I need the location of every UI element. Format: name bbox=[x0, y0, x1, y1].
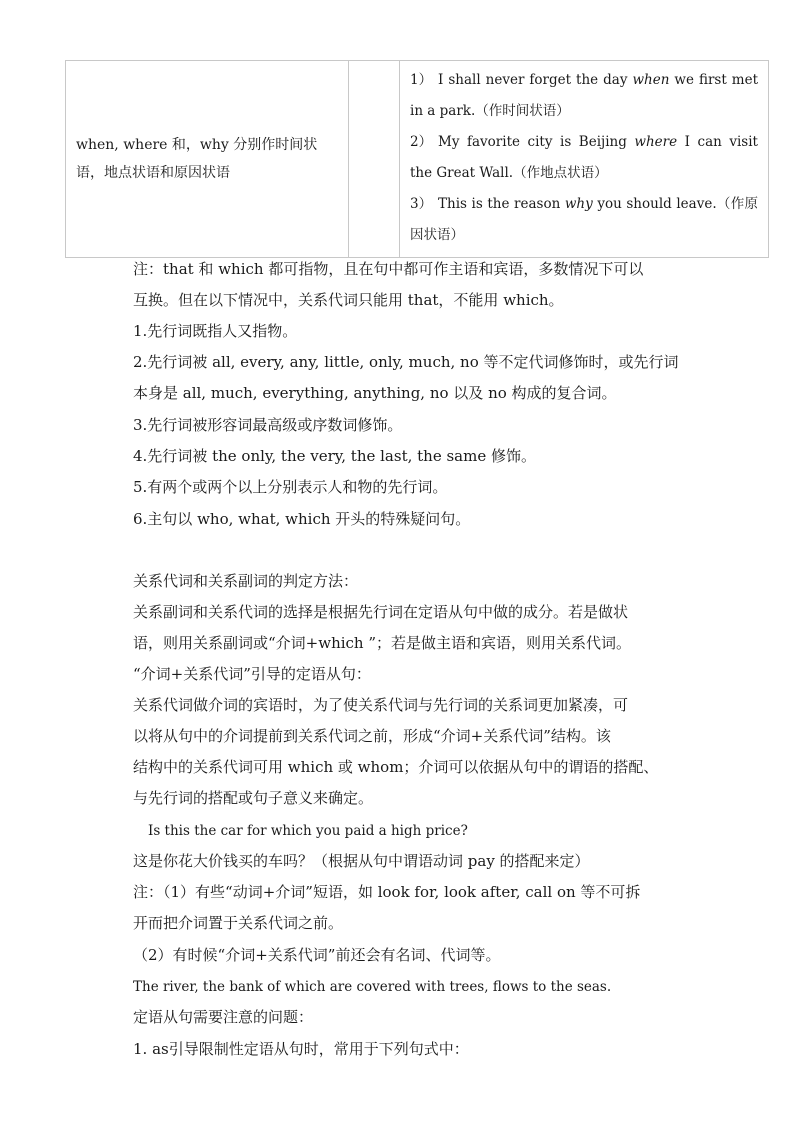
example-text-pre: My favorite city is Beijing bbox=[438, 134, 635, 150]
example-item bbox=[410, 127, 758, 189]
example-sentence: Is this the car for which you paid a high price? bbox=[148, 823, 468, 839]
paragraph-line: 与先行词的搭配或句子意义来确定。 bbox=[133, 789, 374, 807]
section-heading: 定语从句需要注意的问题： bbox=[133, 1008, 314, 1026]
paragraph-line: 关系代词做介词的宾语时，为了使关系代词与先行词的关系词更加紧凑，可 bbox=[133, 696, 629, 714]
example-item bbox=[410, 65, 758, 127]
rule-item: 6.主句以 who, what, which 开头的特殊疑问句。 bbox=[133, 510, 471, 528]
example-item bbox=[410, 189, 758, 251]
paragraph-line: 关系副词和关系代词的选择是根据先行词在定语从句中做的成分。若是做状 bbox=[133, 603, 629, 621]
examples-cell bbox=[400, 61, 769, 258]
examples-list bbox=[400, 61, 768, 257]
example-number: 2） bbox=[410, 134, 433, 150]
rule-cell bbox=[66, 61, 349, 258]
example-text-post: I can visit the Great Wall.（作地点状语） bbox=[410, 134, 758, 181]
paragraph-line: 结构中的关系代词可用 which 或 whom；介词可以依据从句中的谓语的搭配、 bbox=[133, 758, 659, 776]
note-line: （2）有时候“介词+关系代词”前还会有名词、代词等。 bbox=[133, 946, 501, 964]
example-keyword: when bbox=[632, 72, 670, 88]
note-line: 注：that 和 which 都可指物，且在句中都可作主语和宾语，多数情况下可以 bbox=[133, 260, 644, 278]
paragraph-line: 以将从句中的介词提前到关系代词之前，形成“介词+关系代词”结构。该 bbox=[133, 727, 611, 745]
table-row bbox=[66, 61, 769, 258]
example-number: 3） bbox=[410, 196, 433, 212]
example-text-post: we first met in a park.（作时间状语） bbox=[410, 72, 759, 119]
example-translation: 这是你花大价钱买的车吗？（根据从句中谓语动词 pay 的搭配来定） bbox=[133, 852, 590, 870]
example-keyword: where bbox=[634, 134, 678, 150]
example-text-post: you should leave.（作原因状语） bbox=[410, 196, 758, 243]
grammar-table bbox=[65, 60, 769, 258]
note-line: 注：（1）有些“动词+介词”短语，如 look for, look after, call on 等不可拆 bbox=[133, 883, 641, 901]
example-text-pre: I shall never forget the day bbox=[438, 72, 633, 88]
rule-item: 5.有两个或两个以上分别表示人和物的先行词。 bbox=[133, 478, 448, 496]
rule-item: 3.先行词被形容词最高级或序数词修饰。 bbox=[133, 416, 403, 434]
paragraph-line: 语，则用关系副词或“介词+which ”；若是做主语和宾语，则用关系代词。 bbox=[133, 634, 632, 652]
rule-item: 4.先行词被 the only, the very, the last, the same 修饰。 bbox=[133, 447, 536, 465]
rule-item: 1. as引导限制性定语从句时，常用于下列句式中： bbox=[133, 1040, 469, 1058]
section-heading: 关系代词和关系副词的判定方法： bbox=[133, 572, 359, 590]
rule-text: when, where 和，why 分别作时间状语，地点状语和原因状语 bbox=[76, 137, 318, 181]
example-keyword: why bbox=[564, 196, 593, 212]
example-text-pre: This is the reason bbox=[438, 196, 565, 212]
rule-item: 本身是 all, much, everything, anything, no 以及 no 构成的复合词。 bbox=[133, 384, 617, 402]
note-line: 互换。但在以下情况中，关系代词只能用 that，不能用 which。 bbox=[133, 291, 564, 309]
note-line: 开而把介词置于关系代词之前。 bbox=[133, 914, 344, 932]
rule-item: 1.先行词既指人又指物。 bbox=[133, 322, 298, 340]
rule-item: 2.先行词被 all, every, any, little, only, much, no 等不定代词修饰时，或先行词 bbox=[133, 353, 679, 371]
example-number: 1） bbox=[410, 72, 433, 88]
empty-cell bbox=[349, 61, 400, 258]
section-heading: “介词+关系代词”引导的定语从句： bbox=[133, 665, 371, 683]
example-sentence: The river, the bank of which are covered with trees, flows to the seas. bbox=[133, 979, 612, 995]
